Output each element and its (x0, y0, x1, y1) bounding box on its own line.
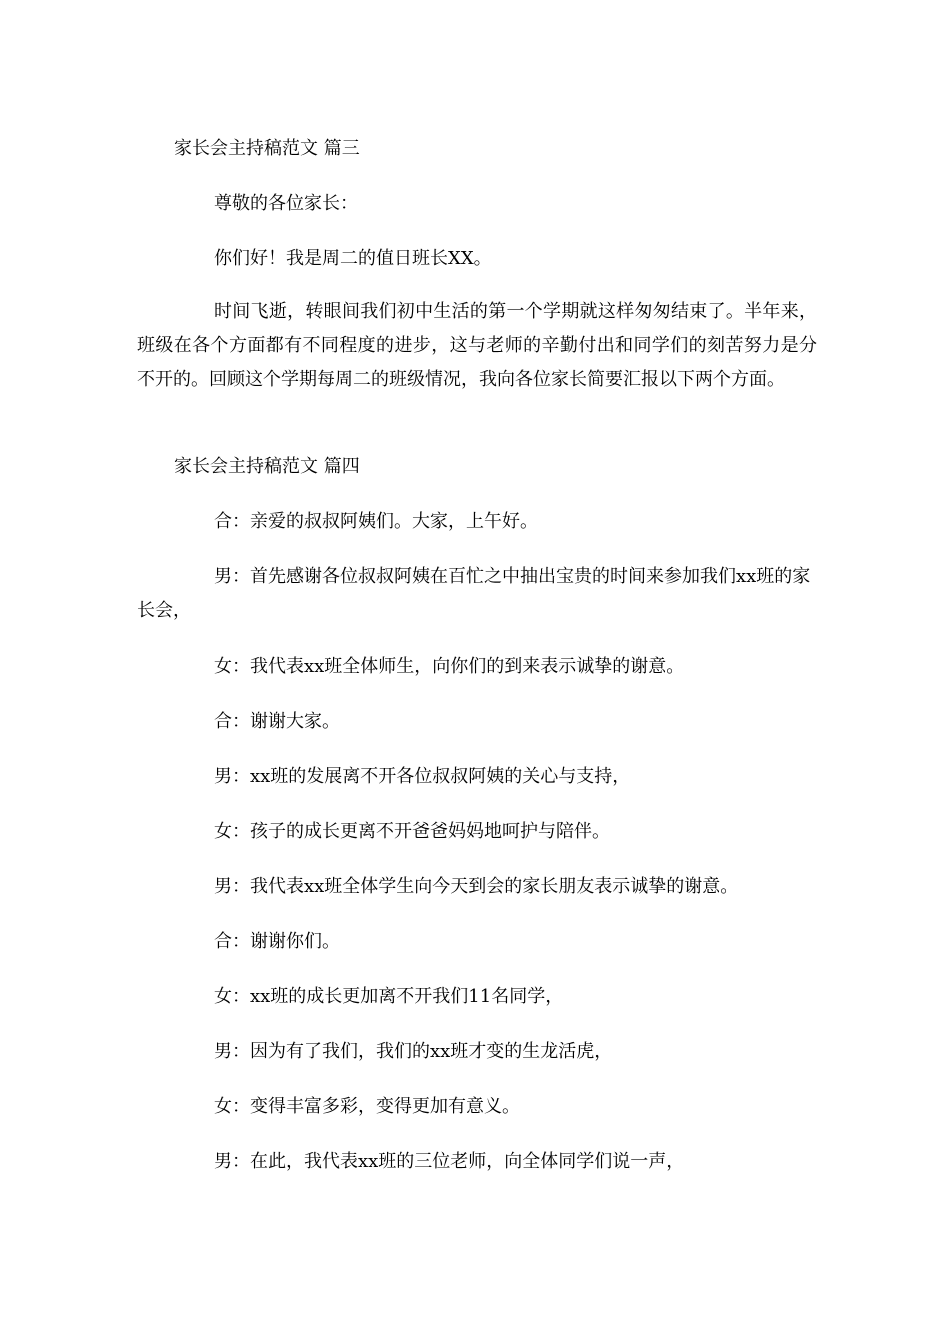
report-paragraph: 时间飞逝，转眼间我们初中生活的第一个学期就这样匆匆结束了。半年来，班级在各个方面都有不同程度的进步，这与老师的辛勤付出和同学们的刻苦努力是分不开的。回顾这个学期每周二的班级情况，我向各位家长简要汇报以下两个方面。 (137, 301, 817, 390)
section-heading-3: 家长会主持稿范文 篇三 (174, 138, 360, 159)
section-heading-4: 家长会主持稿范文 篇四 (174, 456, 360, 477)
dialogue-line: 女：孩子的成长更离不开爸爸妈妈地呵护与陪伴。 (214, 821, 610, 842)
greeting-line: 你们好！我是周二的值日班长XX。 (214, 248, 492, 269)
dialogue-paragraph: 男：首先感谢各位叔叔阿姨在百忙之中抽出宝贵的时间来参加我们xx班的家长会， (137, 566, 811, 621)
dialogue-line: 女：变得丰富多彩，变得更加有意义。 (214, 1096, 520, 1117)
dialogue-line: 合：亲爱的叔叔阿姨们。大家，上午好。 (214, 511, 538, 532)
dialogue-line: 男：xx班的发展离不开各位叔叔阿姨的关心与支持， (214, 766, 631, 787)
dialogue-line: 合：谢谢大家。 (214, 711, 340, 732)
dialogue-line: 女：xx班的成长更加离不开我们11名同学， (214, 986, 564, 1007)
dialogue-line: 女：我代表xx班全体师生，向你们的到来表示诚挚的谢意。 (214, 656, 685, 677)
salutation: 尊敬的各位家长： (214, 193, 358, 214)
dialogue-line: 男：因为有了我们，我们的xx班才变的生龙活虎， (214, 1041, 613, 1062)
dialogue-line: 男：我代表xx班全体学生向今天到会的家长朋友表示诚挚的谢意。 (214, 876, 739, 897)
dialogue-line: 男：在此，我代表xx班的三位老师，向全体同学们说一声， (214, 1151, 685, 1172)
dialogue-line: 合：谢谢你们。 (214, 931, 340, 952)
